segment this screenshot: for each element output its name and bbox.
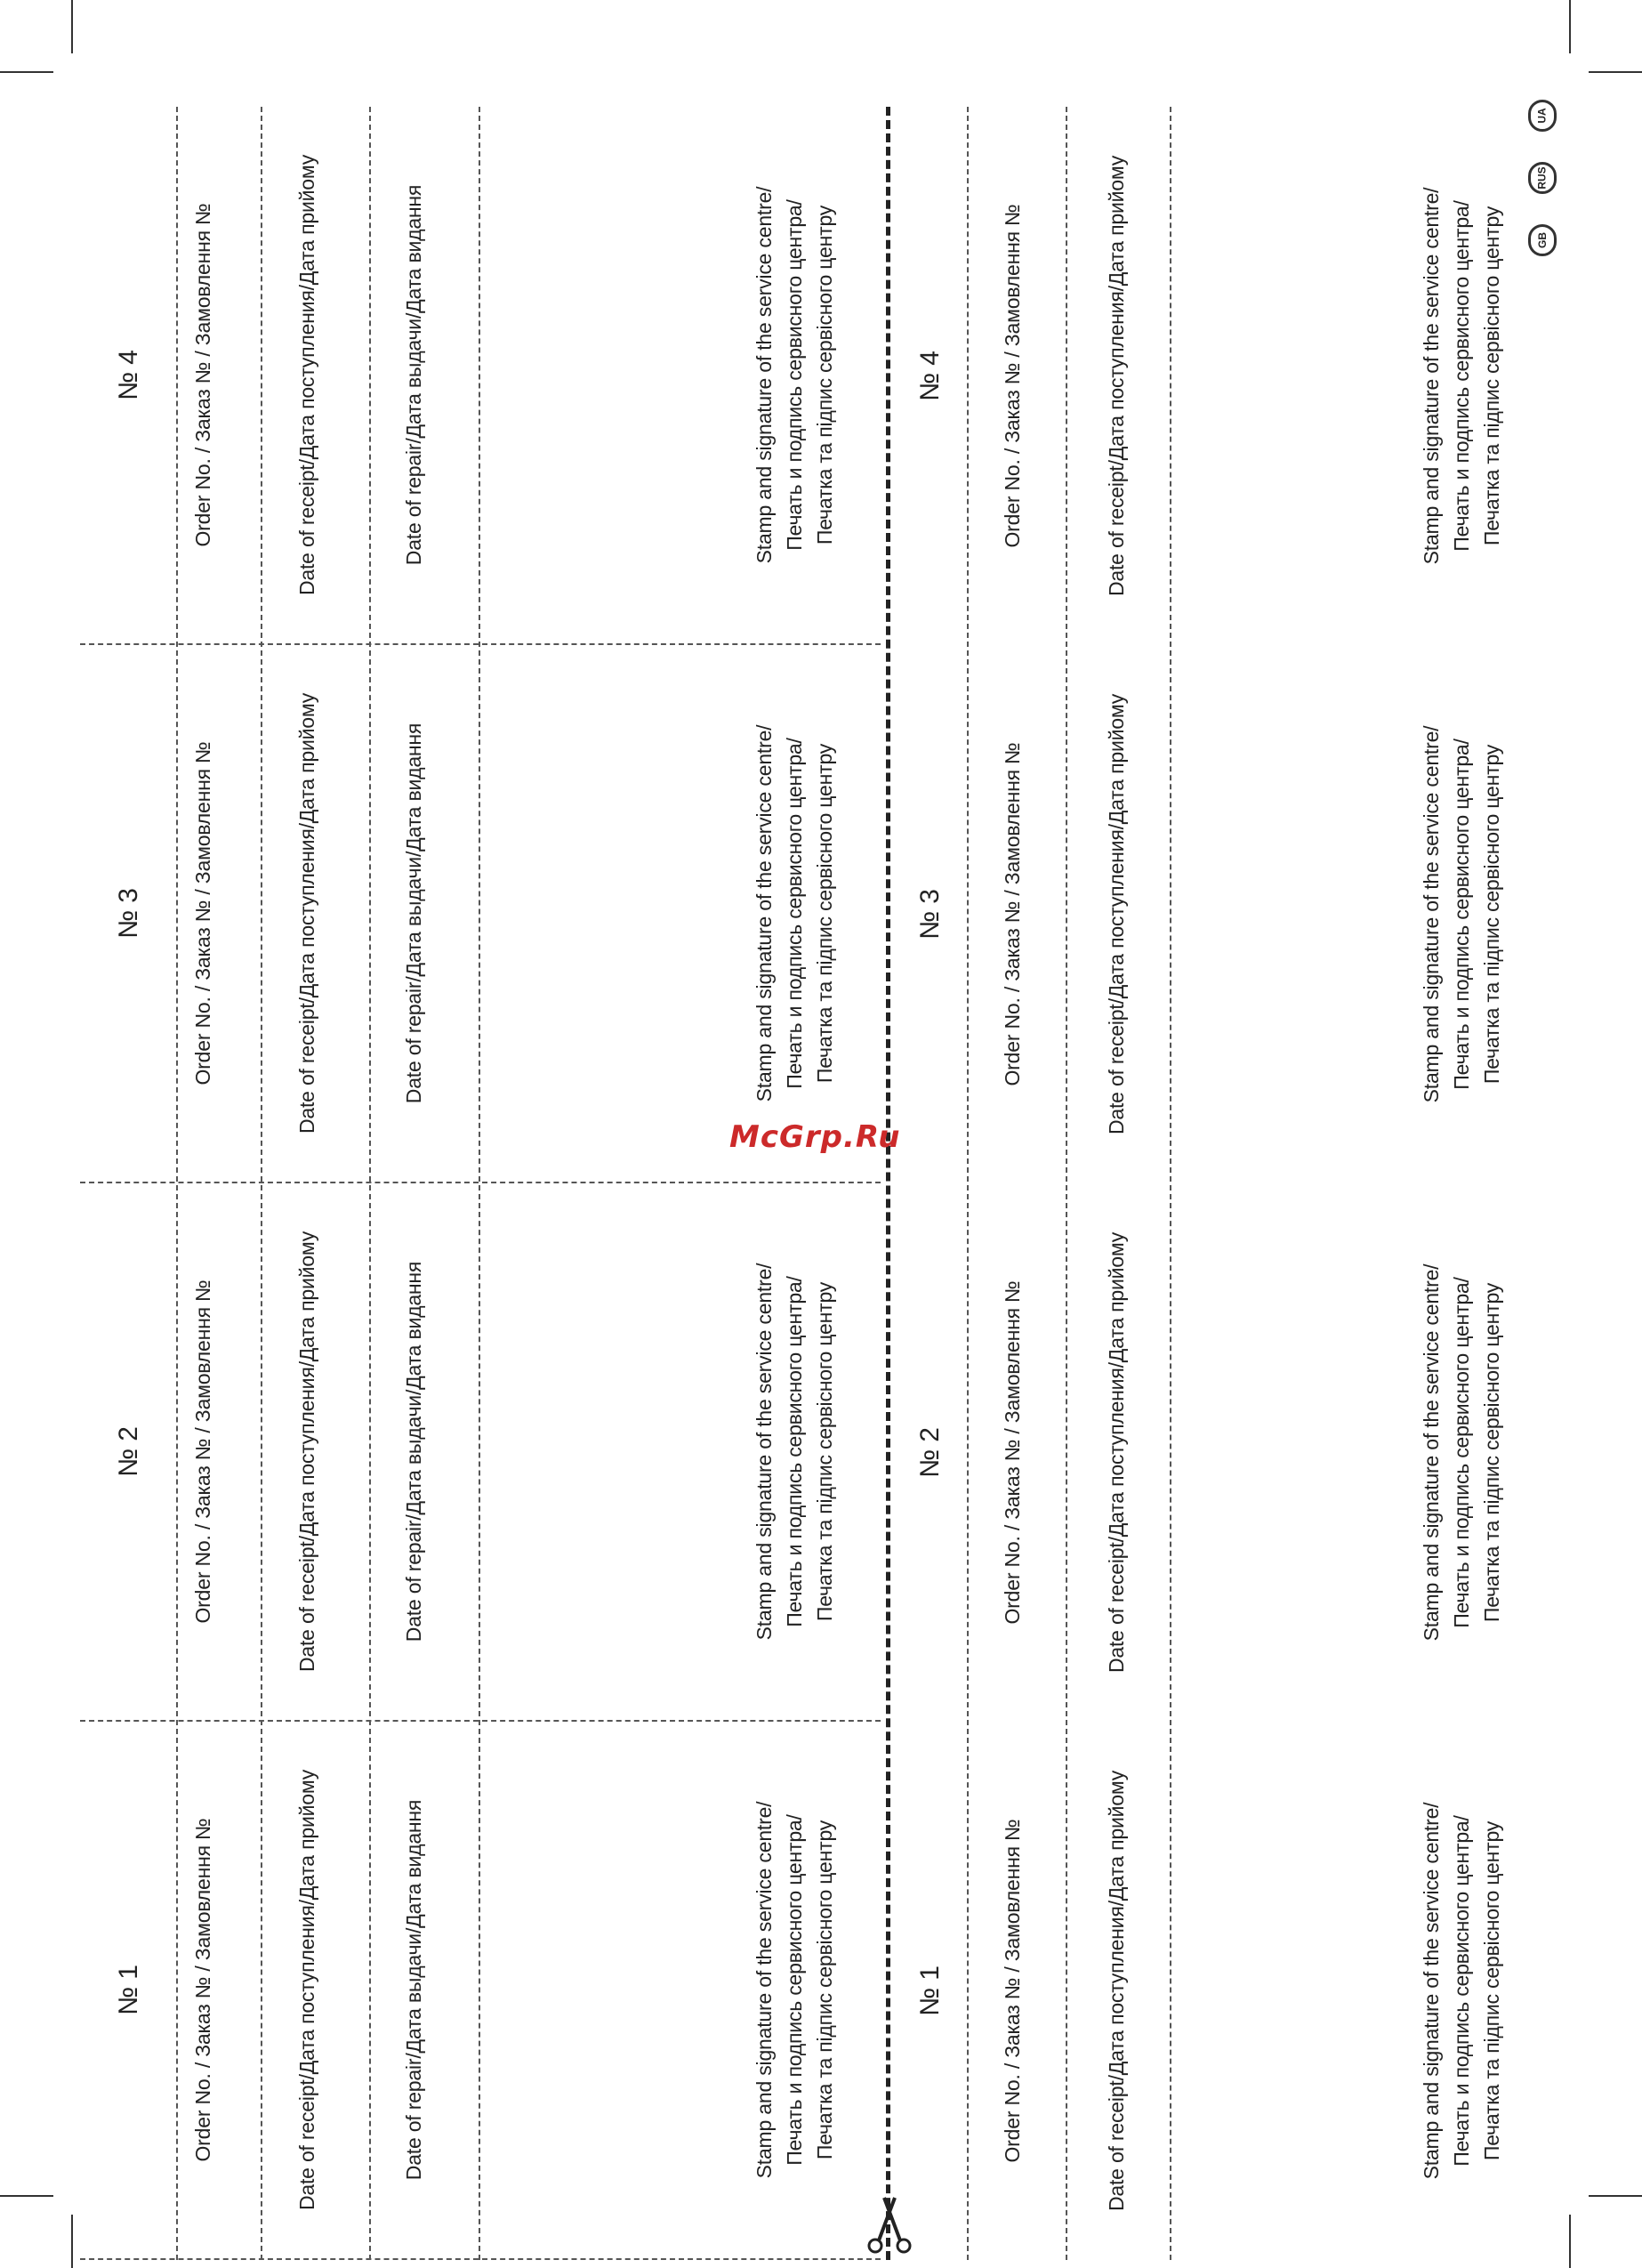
card-number: № 1: [114, 1965, 143, 2015]
card-bottom-1: [903, 1722, 1557, 2260]
stamp-signature-label: Stamp and signature of the service centre/ Печать и подпись сервисного центра/ Печатка та підпис сервісного центру: [1420, 1263, 1503, 1642]
stamp-signature-label: Stamp and signature of the service centre/ Печать и подпись сервисного центра/ Печатка та підпис сервісного центру: [753, 724, 836, 1102]
ua-badge-icon: UA: [1528, 100, 1557, 132]
order-number-label: Order No. / Заказ № / Замовлення №: [1001, 1280, 1024, 1625]
receipt-date-label: Date of receipt/Дата поступления/Дата прийому: [295, 1231, 318, 1673]
receipt-date-label: Date of receipt/Дата поступления/Дата прийому: [295, 693, 318, 1134]
row-divider: [1066, 107, 1067, 2260]
order-number-label: Order No. / Заказ № / Замовлення №: [191, 203, 214, 547]
card-top-3: [80, 645, 881, 1183]
crop-mark: [1569, 0, 1571, 53]
warranty-card-sheet: [80, 107, 1557, 2260]
order-number-label: Order No. / Заказ № / Замовлення №: [191, 741, 214, 1086]
receipt-date-label: Date of receipt/Дата поступления/Дата прийому: [1105, 1771, 1128, 2212]
row-divider: [261, 107, 262, 2260]
row-divider: [479, 107, 480, 2260]
repair-date-label: Date of repair/Дата выдачи/Дата видання: [402, 1799, 425, 2181]
top-half: [80, 107, 881, 2260]
bottom-half: [903, 107, 1557, 2260]
crop-mark: [0, 71, 53, 73]
row-divider: [369, 107, 371, 2260]
receipt-date-label: Date of receipt/Дата поступления/Дата прийому: [1105, 694, 1128, 1135]
order-number-label: Order No. / Заказ № / Замовлення №: [1001, 742, 1024, 1086]
repair-date-label: Date of repair/Дата выдачи/Дата видання: [402, 1261, 425, 1642]
crop-mark: [1589, 2195, 1642, 2197]
row-divider: [967, 107, 969, 2260]
card-top-2: [80, 1183, 881, 1722]
stamp-signature-label: Stamp and signature of the service centre/ Печать и подпись сервисного центра/ Печатка та підпис сервісного центру: [1420, 187, 1503, 565]
card-number: № 4: [915, 351, 945, 401]
receipt-date-label: Date of receipt/Дата поступления/Дата прийому: [1105, 156, 1128, 597]
receipt-date-label: Date of receipt/Дата поступления/Дата прийому: [295, 1770, 318, 2211]
gb-badge-icon: GB: [1528, 224, 1557, 256]
stamp-signature-label: Stamp and signature of the service centre/ Печать и подпись сервисного центра/ Печатка та підпис сервісного центру: [753, 186, 836, 564]
order-number-label: Order No. / Заказ № / Замовлення №: [1001, 204, 1024, 548]
card-number: № 1: [915, 1965, 945, 2016]
stamp-signature-label: Stamp and signature of the service centre/ Печать и подпись сервисного центра/ Печатка та підпис сервісного центру: [1420, 725, 1503, 1103]
card-bottom-2: [903, 1183, 1557, 1722]
order-number-label: Order No. / Заказ № / Замовлення №: [1001, 1819, 1024, 2163]
watermark: McGrp.Ru: [729, 1119, 901, 1155]
row-divider: [1170, 107, 1171, 2260]
rus-badge-icon: RUS: [1528, 162, 1557, 194]
repair-date-label: Date of repair/Дата выдачи/Дата видання: [402, 184, 425, 566]
card-top-1: [80, 1722, 881, 2260]
repair-date-label: Date of repair/Дата выдачи/Дата видання: [402, 722, 425, 1104]
stamp-signature-label: Stamp and signature of the service centre/ Печать и подпись сервисного центра/ Печатка та підпис сервісного центру: [1420, 1802, 1503, 2180]
row-divider: [176, 107, 178, 2260]
crop-mark: [71, 0, 73, 53]
cut-line: [886, 107, 890, 2260]
card-bottom-3: [903, 645, 1557, 1183]
card-number: № 3: [114, 888, 143, 939]
card-top-4: [80, 107, 881, 645]
stamp-signature-label: Stamp and signature of the service centre/ Печать и подпись сервисного центра/ Печатка та підпис сервісного центру: [753, 1801, 836, 2179]
order-number-label: Order No. / Заказ № / Замовлення №: [191, 1279, 214, 1624]
crop-mark: [1569, 2215, 1571, 2268]
card-number: № 3: [915, 889, 945, 940]
crop-mark: [0, 2195, 53, 2197]
crop-mark: [1589, 71, 1642, 73]
crop-mark: [71, 2215, 73, 2268]
card-bottom-4: [903, 107, 1557, 645]
stamp-signature-label: Stamp and signature of the service centre/ Печать и подпись сервисного центра/ Печатка та підпис сервісного центру: [753, 1263, 836, 1641]
receipt-date-label: Date of receipt/Дата поступления/Дата прийому: [295, 155, 318, 596]
card-number: № 2: [915, 1427, 945, 1478]
card-number: № 2: [114, 1426, 143, 1477]
order-number-label: Order No. / Заказ № / Замовлення №: [191, 1818, 214, 2162]
receipt-date-label: Date of receipt/Дата поступления/Дата прийому: [1105, 1232, 1128, 1674]
card-number: № 4: [114, 350, 143, 400]
